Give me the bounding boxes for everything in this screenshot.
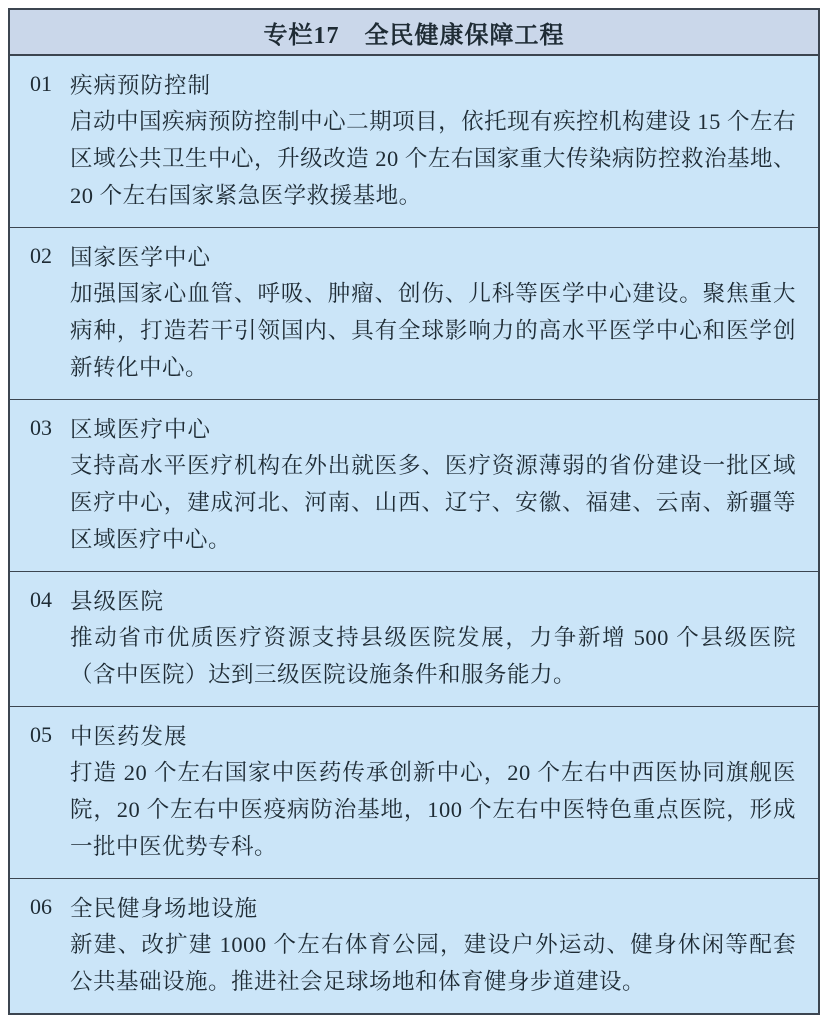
section-tcm-development [10, 707, 818, 879]
section-head [30, 65, 796, 103]
section-number: 04 [30, 587, 52, 612]
section-number: 01 [30, 71, 52, 96]
section-number: 03 [30, 415, 52, 440]
section-number: 02 [30, 243, 52, 268]
section-head [30, 409, 796, 447]
section-head [30, 716, 796, 754]
section-heading: 全民健身场地设施 [70, 896, 259, 921]
section-heading: 疾病预防控制 [70, 73, 212, 98]
section-body-text: 推动省市优质医疗资源支持县级医院发展，力争新增 500 个县级医院（含中医院）达到三级医院设施条件和服务能力。 [70, 625, 796, 687]
section-head [30, 237, 796, 275]
feature-box [8, 8, 820, 1015]
section-body-text: 加强国家心血管、呼吸、肿瘤、创伤、儿科等医学中心建设。聚焦重大病种，打造若干引领国内、具有全球影响力的高水平医学中心和医学创新转化中心。 [70, 281, 796, 380]
section-heading: 中医药发展 [70, 724, 188, 749]
panel-title: 专栏17 全民健康保障工程 [263, 22, 565, 49]
section-fitness-facilities [10, 879, 818, 1013]
section-regional-medical-centers [10, 400, 818, 572]
section-county-hospitals [10, 572, 818, 707]
section-heading: 国家医学中心 [70, 245, 212, 270]
section-disease-prevention [10, 56, 818, 228]
section-number: 06 [30, 894, 52, 919]
section-body-text: 支持高水平医疗机构在外出就医多、医疗资源薄弱的省份建设一批区域医疗中心，建成河北、河南、山西、辽宁、安徽、福建、云南、新疆等区域医疗中心。 [70, 453, 796, 552]
section-head [30, 581, 796, 619]
section-body-text: 启动中国疾病预防控制中心二期项目，依托现有疾控机构建设 15 个左右区域公共卫生中心，升级改造 20 个左右国家重大传染病防控救治基地、20 个左右国家紧急医学救援基地。 [70, 109, 796, 208]
section-national-medical-centers [10, 228, 818, 400]
section-heading: 区域医疗中心 [70, 417, 212, 442]
section-heading: 县级医院 [70, 589, 165, 614]
section-head [30, 888, 796, 926]
section-body-text: 新建、改扩建 1000 个左右体育公园，建设户外运动、健身休闲等配套公共基础设施。推进社会足球场地和体育健身步道建设。 [70, 932, 796, 994]
section-body-text: 打造 20 个左右国家中医药传承创新中心，20 个左右中西医协同旗舰医院，20 个左右中医疫病防治基地，100 个左右中医特色重点医院，形成一批中医优势专科。 [70, 760, 796, 859]
section-number: 05 [30, 722, 52, 747]
panel-header [10, 10, 818, 56]
